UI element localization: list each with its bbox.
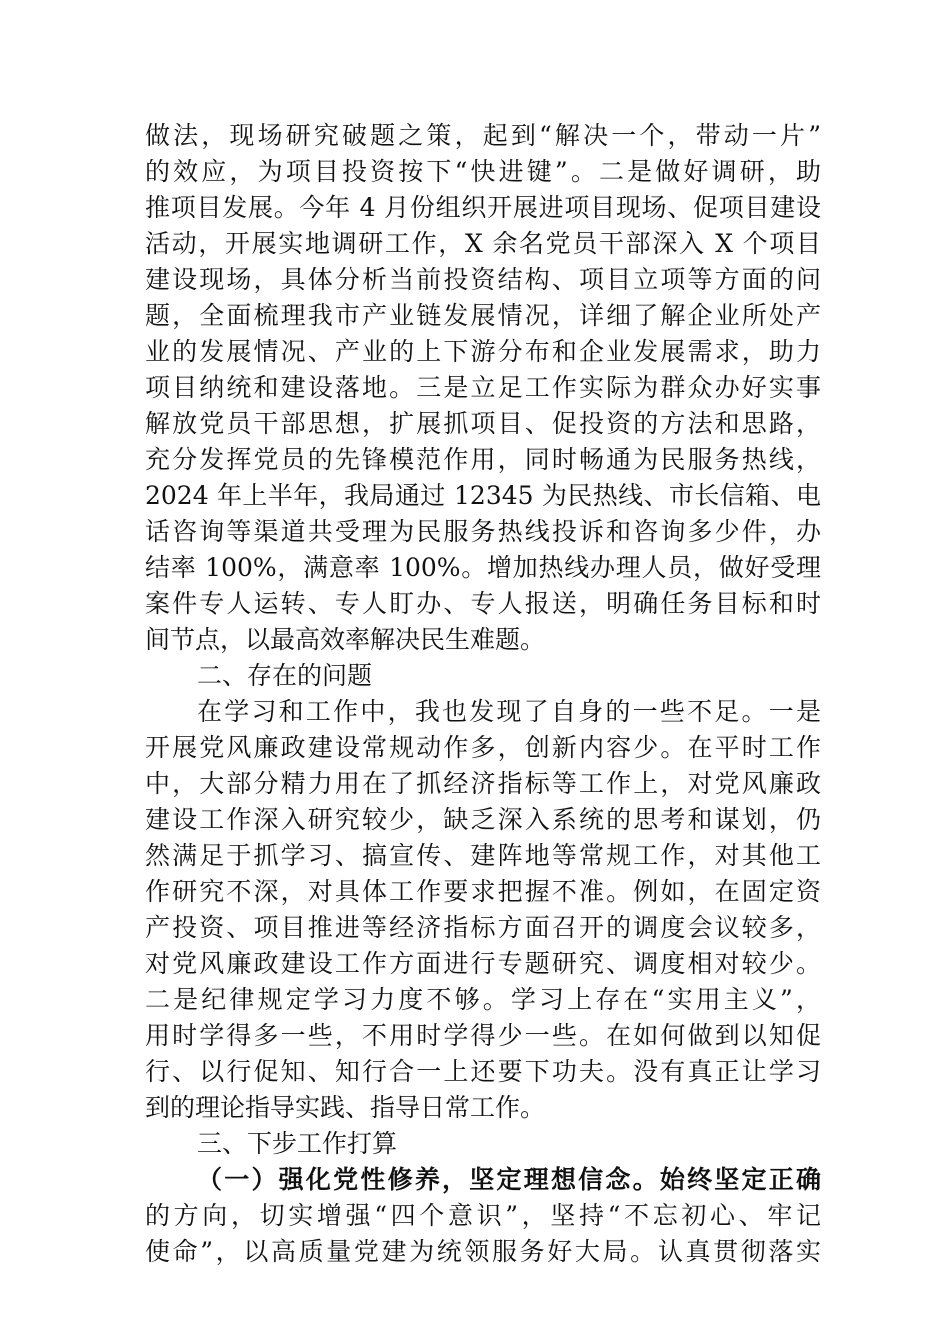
paragraph-line: 开展党风廉政建设常规动作多，创新内容少。在平时工作 bbox=[145, 733, 821, 762]
paragraph-line: 作研究不深，对具体工作要求把握不准。例如，在固定资 bbox=[145, 877, 821, 906]
paragraph-line: 间节点，以最高效率解决民生难题。 bbox=[145, 625, 546, 654]
paragraph-line: 话咨询等渠道共受理为民服务热线投诉和咨询多少件，办 bbox=[145, 517, 821, 546]
paragraph-line: 建设现场，具体分析当前投资结构、项目立项等方面的问 bbox=[145, 265, 821, 294]
paragraph-line: 产投资、项目推进等经济指标方面召开的调度会议较多， bbox=[145, 913, 821, 942]
paragraph-line: 题，全面梳理我市产业链发展情况，详细了解企业所处产 bbox=[145, 301, 821, 330]
paragraph-line: （一）强化党性修养，坚定理想信念。始终坚定正确 bbox=[197, 1165, 821, 1194]
paragraph-line: 业的发展情况、产业的上下游分布和企业发展需求，助力 bbox=[145, 337, 821, 366]
paragraph-line: 结率 100%，满意率 100%。增加热线办理人员，做好受理 bbox=[145, 553, 821, 582]
paragraph-line: 对党风廉政建设工作方面进行专题研究、调度相对较少。 bbox=[145, 949, 821, 978]
paragraph-line: 项目纳统和建设落地。三是立足工作实际为群众办好实事 bbox=[145, 373, 821, 402]
paragraph-line: 的方向，切实增强“四个意识”，坚持“不忘初心、牢记 bbox=[145, 1201, 821, 1230]
paragraph-line: 二是纪律规定学习力度不够。学习上存在“实用主义”， bbox=[145, 985, 821, 1014]
paragraph-line: 到的理论指导实践、指导日常工作。 bbox=[145, 1093, 546, 1122]
paragraph-line: 2024 年上半年，我局通过 12345 为民热线、市长信箱、电 bbox=[145, 481, 821, 510]
paragraph-line: 充分发挥党员的先锋模范作用，同时畅通为民服务热线， bbox=[145, 445, 821, 474]
paragraph-line: 然满足于抓学习、搞宣传、建阵地等常规工作，对其他工 bbox=[145, 841, 821, 870]
paragraph-line: 的效应，为项目投资按下“快进键”。二是做好调研，助 bbox=[145, 157, 821, 186]
paragraph-line: 活动，开展实地调研工作，X 余名党员干部深入 X 个项目 bbox=[145, 229, 821, 258]
paragraph-line: 建设工作深入研究较少，缺乏深入系统的思考和谋划，仍 bbox=[145, 805, 821, 834]
paragraph-line: 解放党员干部思想，扩展抓项目、促投资的方法和思路， bbox=[145, 409, 821, 438]
paragraph-line: 使命”，以高质量党建为统领服务好大局。认真贯彻落实 bbox=[145, 1237, 821, 1266]
section-heading: 二、存在的问题 bbox=[197, 661, 373, 690]
paragraph-line: 行、以行促知、知行合一上还要下功夫。没有真正让学习 bbox=[145, 1057, 821, 1086]
paragraph-line: 用时学得多一些，不用时学得少一些。在如何做到以知促 bbox=[145, 1021, 821, 1050]
paragraph-line: 在学习和工作中，我也发现了自身的一些不足。一是 bbox=[197, 697, 821, 726]
paragraph-line: 中，大部分精力用在了抓经济指标等工作上，对党风廉政 bbox=[145, 769, 821, 798]
paragraph-line: 案件专人运转、专人盯办、专人报送，明确任务目标和时 bbox=[145, 589, 821, 618]
section-heading: 三、下步工作打算 bbox=[197, 1129, 398, 1158]
paragraph-line: 推项目发展。今年 4 月份组织开展进项目现场、促项目建设 bbox=[145, 193, 821, 222]
paragraph-line: 做法，现场研究破题之策，起到“解决一个，带动一片” bbox=[145, 121, 821, 150]
